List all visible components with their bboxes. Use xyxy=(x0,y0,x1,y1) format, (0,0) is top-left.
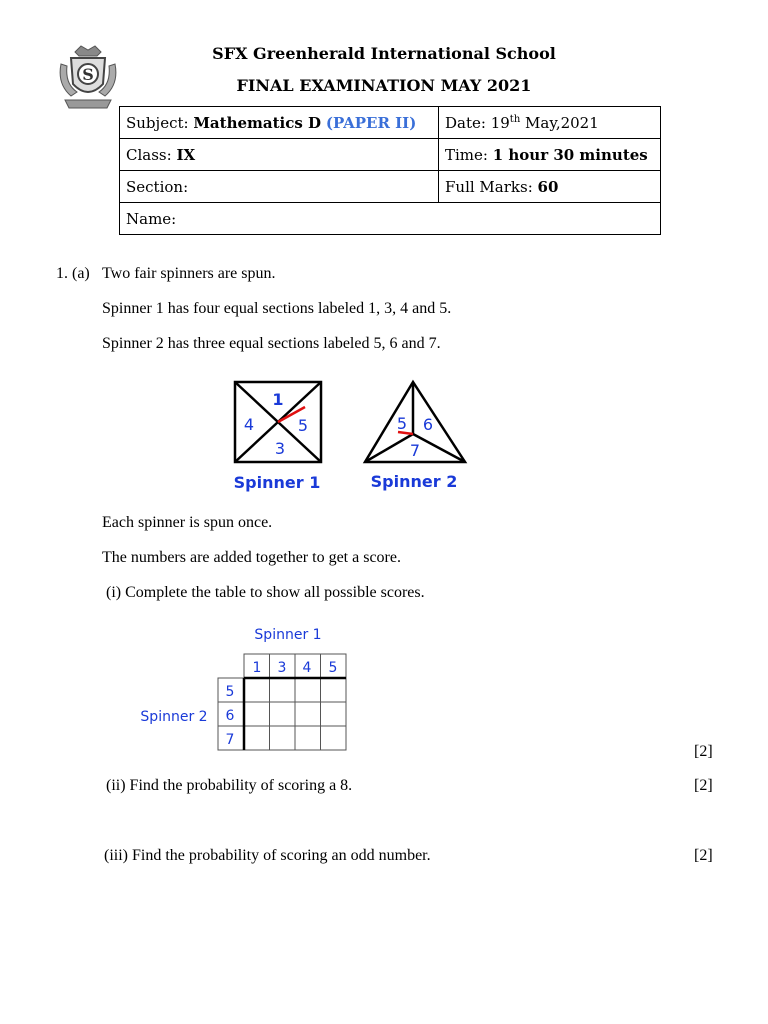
question-number: 1. (a) xyxy=(56,265,90,282)
paper-label: (PAPER II) xyxy=(325,113,417,132)
exam-title: FINAL EXAMINATION MAY 2021 xyxy=(236,76,532,95)
class-cell xyxy=(120,139,439,171)
full-marks-label: Full Marks: xyxy=(445,177,538,196)
spinner1-caption: Spinner 1 xyxy=(233,473,321,492)
spinner1-section-1: 1 xyxy=(272,390,284,409)
subject-value: Mathematics D xyxy=(193,113,322,132)
spinner2-section-7: 7 xyxy=(409,441,421,460)
score-table-figure xyxy=(136,622,351,754)
score-col-header: 5 xyxy=(328,660,338,676)
added-text: The numbers are added together to get a score. xyxy=(102,549,401,566)
class-label: Class: xyxy=(126,145,177,164)
score-row-header: 7 xyxy=(225,732,235,748)
part-i-text: (i) Complete the table to show all possible scores. xyxy=(106,584,425,601)
part-ii-text: (ii) Find the probability of scoring a 8. xyxy=(106,777,353,794)
name-cell xyxy=(120,203,661,235)
score-col-header: 4 xyxy=(302,660,312,676)
section-cell xyxy=(120,171,439,203)
class-value: IX xyxy=(176,145,196,164)
time-label: Time: xyxy=(445,145,493,164)
spinner1-section-4: 4 xyxy=(243,415,255,434)
part-iii-marks: [2] xyxy=(694,847,713,864)
score-table-row-title: Spinner 2 xyxy=(140,709,208,725)
name-label: Name: xyxy=(126,209,177,228)
exam-info-table xyxy=(119,106,661,235)
spinner2-description: Spinner 2 has three equal sections labeled 5, 6 and 7. xyxy=(102,335,441,352)
spinner1-section-3: 3 xyxy=(274,439,286,458)
spun-once-text: Each spinner is spun once. xyxy=(102,514,273,531)
date-cell xyxy=(439,107,661,139)
part-i-marks: [2] xyxy=(694,743,713,760)
school-name: SFX Greenherald International School xyxy=(212,44,556,63)
svg-text:S: S xyxy=(82,65,94,84)
score-table-col-title: Spinner 1 xyxy=(254,627,322,643)
spinner2-caption: Spinner 2 xyxy=(370,472,458,491)
score-col-header: 1 xyxy=(252,660,262,676)
section-label: Section: xyxy=(126,177,189,196)
subject-cell xyxy=(120,107,439,139)
spinner1-description: Spinner 1 has four equal sections labeled 1, 3, 4 and 5. xyxy=(102,300,452,317)
spinner1-section-5: 5 xyxy=(297,416,309,435)
time-value: 1 hour 30 minutes xyxy=(492,145,648,164)
score-col-header: 3 xyxy=(277,660,287,676)
time-cell xyxy=(439,139,661,171)
spinner2-section-5: 5 xyxy=(396,414,408,433)
date-suffix: th xyxy=(509,113,521,125)
date-label: Date: 19 xyxy=(445,113,510,132)
spinner2-section-6: 6 xyxy=(422,415,434,434)
score-row-header: 6 xyxy=(225,708,235,724)
spinners-figure xyxy=(225,372,485,497)
score-row-header: 5 xyxy=(225,684,235,700)
full-marks-value: 60 xyxy=(537,177,559,196)
part-ii-marks: [2] xyxy=(694,777,713,794)
full-marks-cell xyxy=(439,171,661,203)
question-intro: Two fair spinners are spun. xyxy=(102,265,276,282)
part-iii-text: (iii) Find the probability of scoring an odd number. xyxy=(104,847,431,864)
date-rest: May,2021 xyxy=(520,113,599,132)
subject-label: Subject: xyxy=(126,113,194,132)
